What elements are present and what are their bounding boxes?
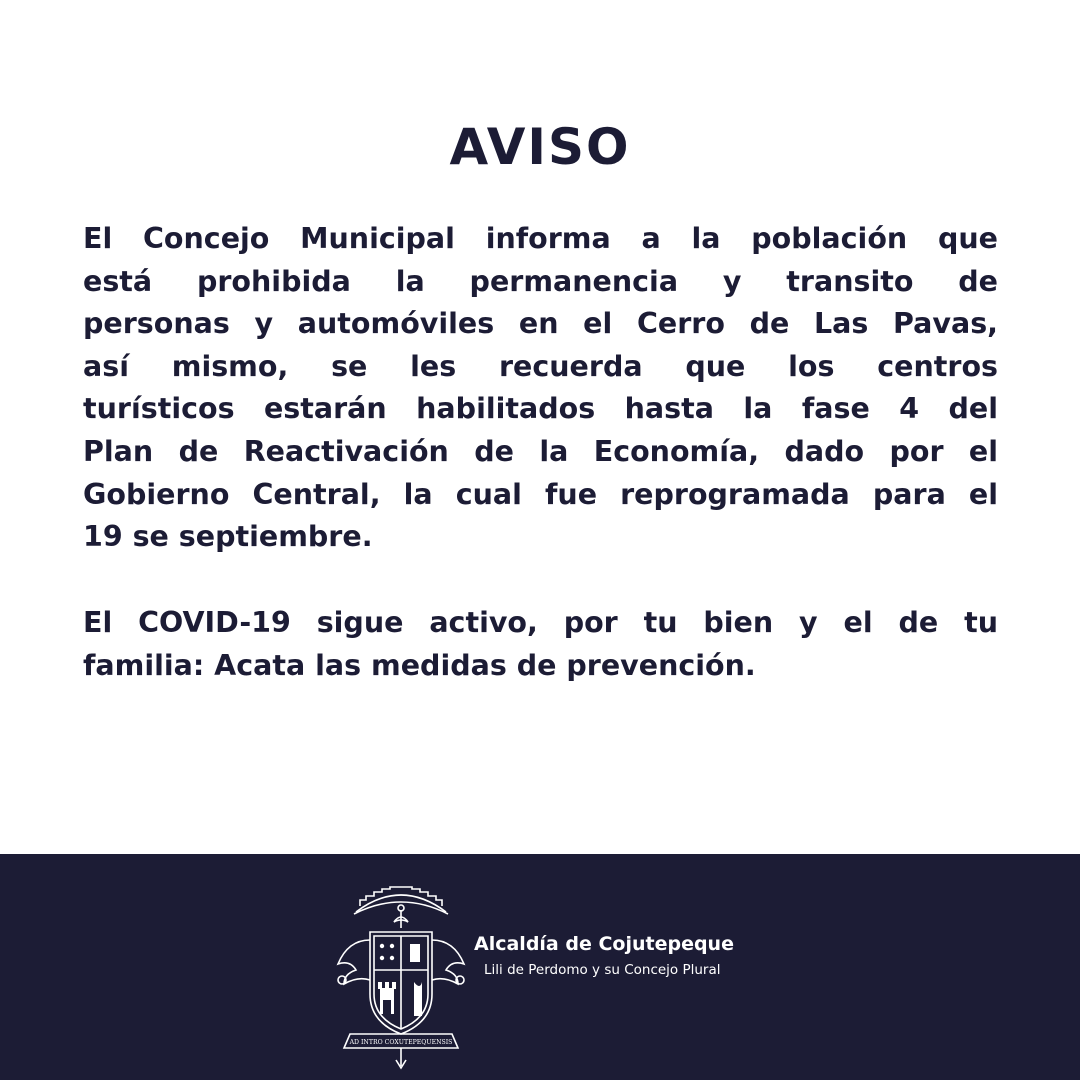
paragraph-1-line: El Concejo Municipal informa a la población que xyxy=(83,222,998,255)
notice-paragraph-2 xyxy=(83,602,998,687)
org-subtitle: Lili de Perdomo y su Concejo Plural xyxy=(484,962,721,978)
paragraph-1-line: Plan de Reactivación de la Economía, dado por el xyxy=(83,434,998,468)
notice-paragraph-1 xyxy=(83,218,998,559)
paragraph-1-line: está prohibida la permanencia y transito de xyxy=(83,264,998,298)
notice-title: AVISO xyxy=(449,118,631,176)
paragraph-1-line: turísticos estarán habilitados hasta la fase 4 del xyxy=(83,392,998,426)
paragraph-1-line: 19 se septiembre. xyxy=(83,520,373,554)
paragraph-1-line: Gobierno Central, la cual fue reprogramada para el xyxy=(83,477,998,511)
crest-motto: AD INTRO COXUTEPEQUENSIS xyxy=(349,1039,453,1046)
coat-of-arms-icon xyxy=(330,870,472,1070)
org-name: Alcaldía de Cojutepeque xyxy=(474,933,734,955)
paragraph-2-line: El COVID-19 sigue activo, por tu bien y el de tu xyxy=(83,606,998,639)
paragraph-1-line: personas y automóviles en el Cerro de Las Pavas, xyxy=(83,307,998,341)
paragraph-2-line: familia: Acata las medidas de prevención. xyxy=(83,648,756,682)
footer-banner xyxy=(0,854,1080,1080)
paragraph-1-line: así mismo, se les recuerda que los centros xyxy=(83,349,998,383)
